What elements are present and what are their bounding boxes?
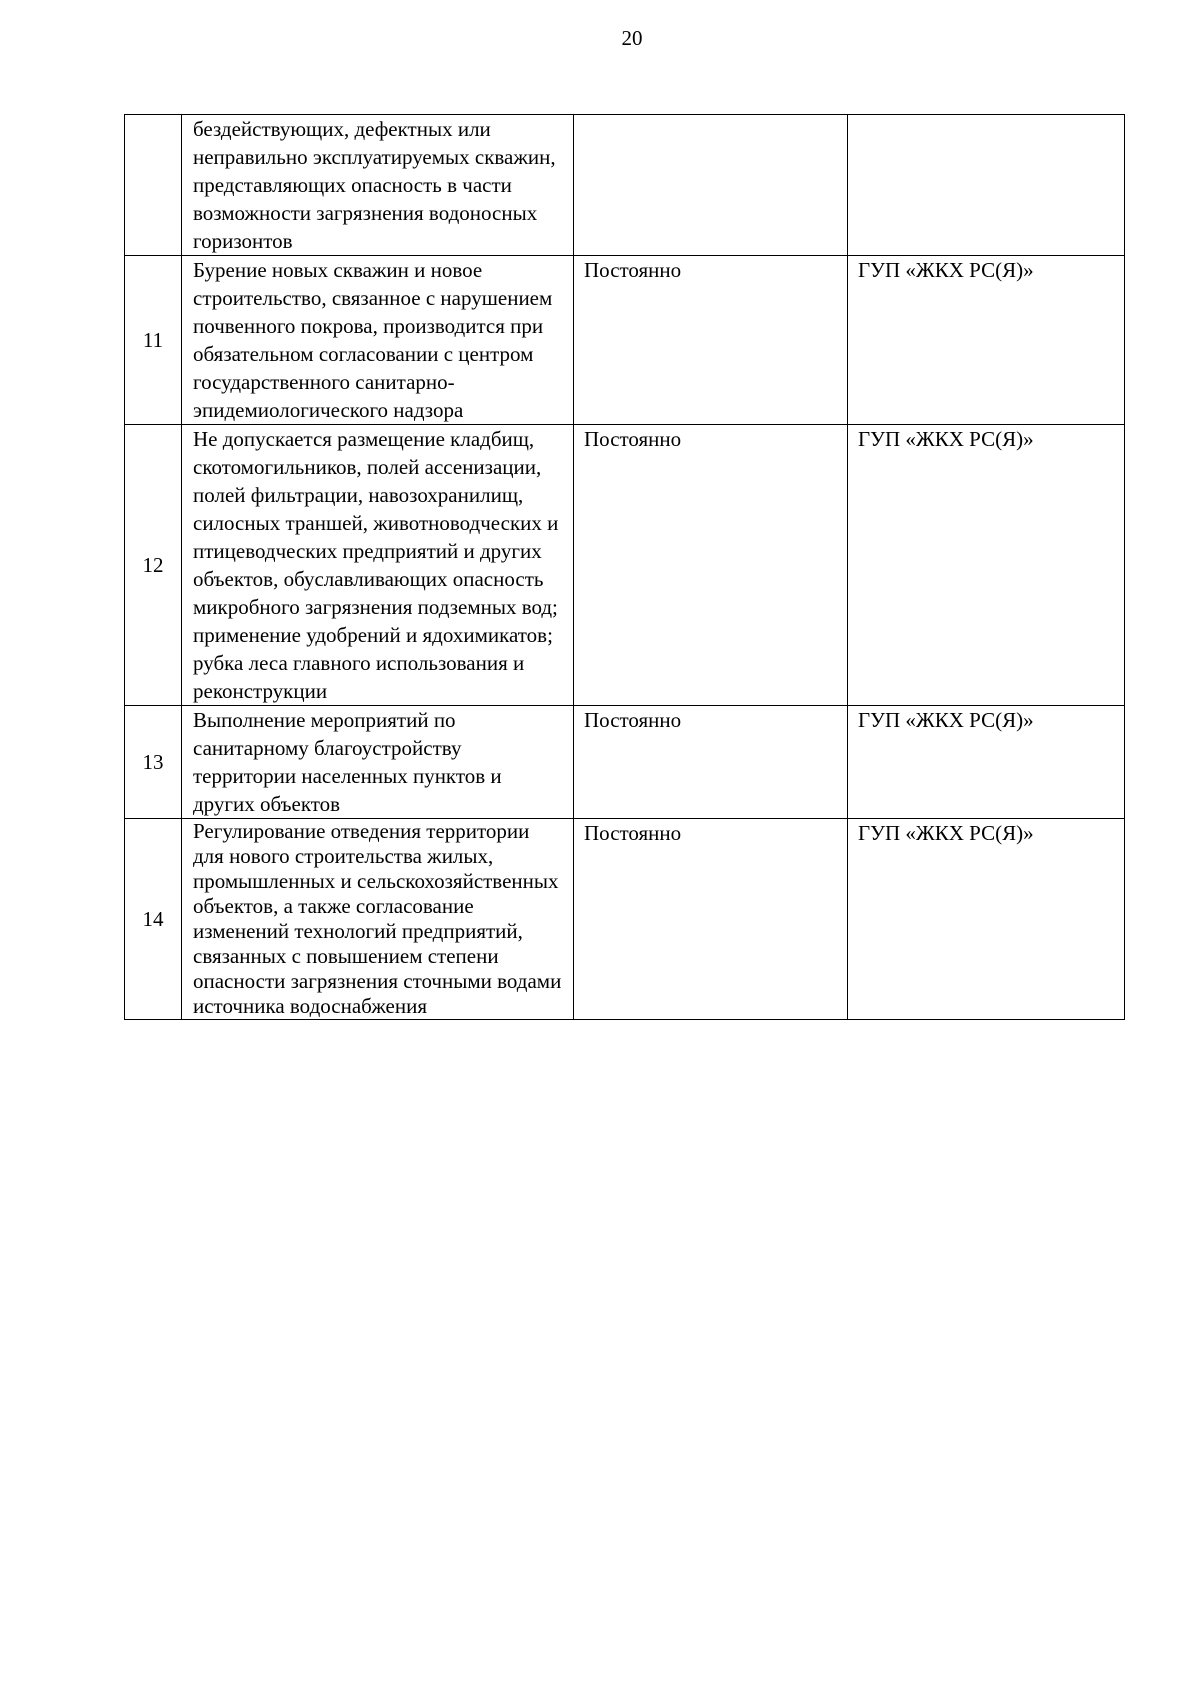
table-row bbox=[125, 256, 1125, 425]
table-row bbox=[125, 706, 1125, 819]
measure-text-cell: Выполнение мероприятий по санитарному благоустройству территории населенных пунктов и других объектов bbox=[182, 706, 574, 819]
table-row bbox=[125, 819, 1125, 1020]
measure-text-cell: Бурение новых скважин и новое строительство, связанное с нарушением почвенного покрова, производится при обязательном согласовании с центром государственного санитарно-эпидемиологического надзора bbox=[182, 256, 574, 425]
measures-table bbox=[124, 114, 1125, 1020]
row-number-cell: 11 bbox=[125, 256, 182, 425]
row-number-cell: 14 bbox=[125, 819, 182, 1020]
row-number-cell bbox=[125, 115, 182, 256]
responsible-cell bbox=[848, 115, 1125, 256]
measure-text-cell: Не допускается размещение кладбищ, скотомогильников, полей ассенизации, полей фильтрации, навозохранилищ, силосных траншей, животноводческих и птицеводческих предприятий и других объектов, обуславливающих опасность микробного загрязнения подземных вод; применение удобрений и ядохимикатов; рубка леса главного использования и реконструкции bbox=[182, 425, 574, 706]
responsible-cell: ГУП «ЖКХ РС(Я)» bbox=[848, 425, 1125, 706]
table-row bbox=[125, 115, 1125, 256]
period-cell bbox=[574, 115, 848, 256]
responsible-cell: ГУП «ЖКХ РС(Я)» bbox=[848, 706, 1125, 819]
measure-text-cell: бездействующих, дефектных или неправильно эксплуатируемых скважин, представляющих опасность в части возможности загрязнения водоносных горизонтов bbox=[182, 115, 574, 256]
period-cell: Постоянно bbox=[574, 819, 848, 1020]
table-row bbox=[125, 425, 1125, 706]
row-number-cell: 12 bbox=[125, 425, 182, 706]
page-number: 20 bbox=[621, 26, 643, 50]
period-cell: Постоянно bbox=[574, 706, 848, 819]
responsible-cell: ГУП «ЖКХ РС(Я)» bbox=[848, 256, 1125, 425]
responsible-cell: ГУП «ЖКХ РС(Я)» bbox=[848, 819, 1125, 1020]
measure-text-cell: Регулирование отведения территории для нового строительства жилых, промышленных и сельскохозяйственных объектов, а также согласование изменений технологий предприятий, связанных с повышением степени опасности загрязнения сточными водами источника водоснабжения bbox=[182, 819, 574, 1020]
row-number-cell: 13 bbox=[125, 706, 182, 819]
period-cell: Постоянно bbox=[574, 425, 848, 706]
period-cell: Постоянно bbox=[574, 256, 848, 425]
